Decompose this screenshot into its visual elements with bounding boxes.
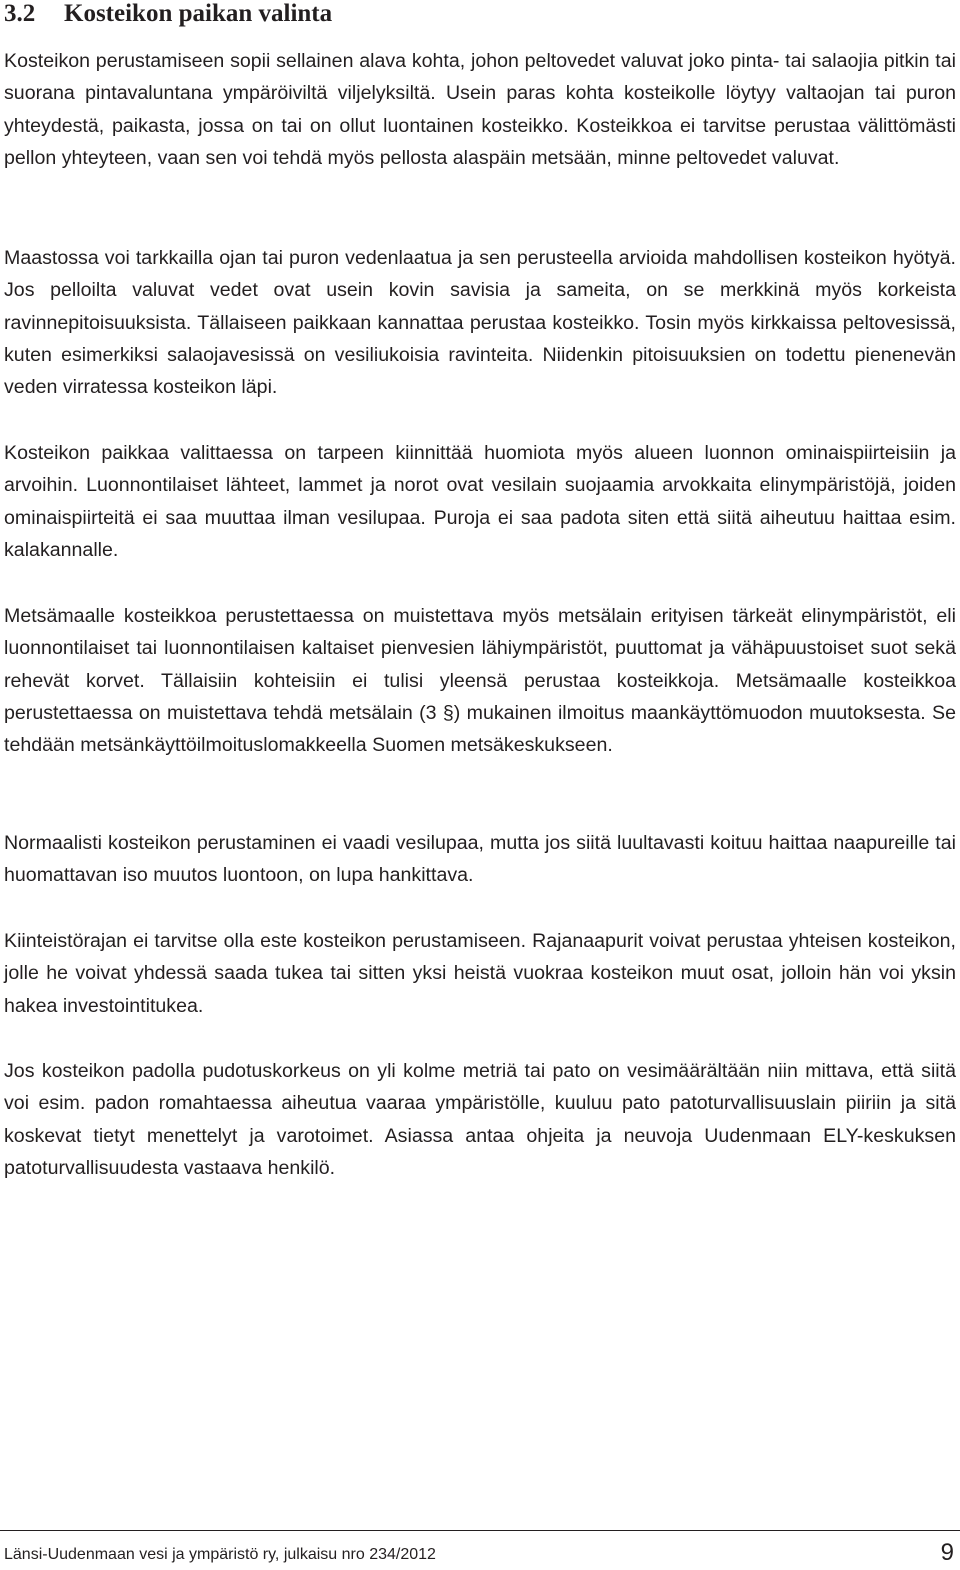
footer-divider	[0, 1530, 960, 1531]
paragraph-5: Normaalisti kosteikon perustaminen ei vaadi vesilupaa, mutta jos siitä luultavasti koituu haittaa naapureille tai huomattavan iso muutos luontoon, on lupa hankittava.	[4, 832, 956, 887]
paragraph-3: Kosteikon paikkaa valittaessa on tarpeen kiinnittää huomiota myös alueen luonnon ominaispiirteisiin ja arvoihin. Luonnontilaiset lähteet, lammet ja norot ovat vesilain suojaamia arvokkaita elinympäristöjä, joiden ominaispiirteitä ei saa muuttaa ilman vesilupaa. Puroja ei saa padota siten että siitä aiheutuu haittaa esim. kalakannalle.	[4, 442, 956, 561]
section-number: 3.2	[4, 0, 36, 27]
section-heading	[4, 0, 332, 32]
paragraph-2: Maastossa voi tarkkailla ojan tai puron vedenlaatua ja sen perusteella arvioida mahdollisen kosteikon hyötyä. Jos pelloilta valuvat vedet ovat usein kovin savisia ja sameita, on se merkkinä myös korkeista ravinnepitoisuuksista. Tällaiseen paikkaan kannattaa perustaa kosteikko. Tosin myös kirkkaissa peltovesissä, kuten esimerkiksi salaojavesissä on vesiliukoisia ravinteita. Niidenkin pitoisuuksien on todettu pienenevän veden virratessa kosteikon läpi.	[4, 247, 956, 399]
paragraph-1: Kosteikon perustamiseen sopii sellainen alava kohta, johon peltovedet valuvat joko pinta- tai salaojia pitkin tai suorana pintavaluntana ympäröiviltä viljelyksiltä. Usein paras kohta kosteikolle löytyy valtaojan tai puron yhteydestä, paikasta, jossa on tai on ollut luontainen kosteikko. Kosteikkoa ei tarvitse perustaa välittömästi pellon yhteyteen, vaan sen voi tehdä myös pellosta alaspäin metsään, minne peltovedet valuvat.	[4, 50, 956, 169]
paragraph-7: Jos kosteikon padolla pudotuskorkeus on yli kolme metriä tai pato on vesimäärältään niin mittava, että siitä voi esim. padon romahtaessa aiheutua vaaraa ympäristölle, kuuluu pato patoturvallisuuslain piiriin ja sitä koskevat tietyt menettelyt ja varotoimet. Asiassa antaa ohjeita ja neuvoja Uudenmaan ELY-keskuksen patoturvallisuudesta vastaava henkilö.	[4, 1060, 956, 1179]
paragraph-6: Kiinteistörajan ei tarvitse olla este kosteikon perustamiseen. Rajanaapurit voivat perustaa yhteisen kosteikon, jolle he voivat yhdessä saada tukea tai sitten yksi heistä vuokraa kosteikon muut osat, jolloin hän voi yksin hakea investointitukea.	[4, 930, 956, 1017]
footer-publication: Länsi-Uudenmaan vesi ja ympäristö ry, julkaisu nro 234/2012	[4, 1546, 436, 1563]
paragraph-4: Metsämaalle kosteikkoa perustettaessa on muistettava myös metsälain erityisen tärkeät elinympäristöt, eli luonnontilaiset tai luonnontilaisen kaltaiset pienvesien lähiympäristöt, puuttomat ja vähäpuustoiset suot sekä rehevät korvet. Tällaisiin kohteisiin ei tulisi yleensä perustaa kosteikkoja. Metsämaalle kosteikkoa perustettaessa on muistettava tehdä metsälain (3 §) mukainen ilmoitus maankäyttömuodon muutoksesta. Se tehdään metsänkäyttöilmoituslomakkeella Suomen metsäkeskukseen.	[4, 605, 956, 757]
section-title: Kosteikon paikan valinta	[64, 0, 333, 27]
page-number: 9	[940, 1539, 954, 1566]
